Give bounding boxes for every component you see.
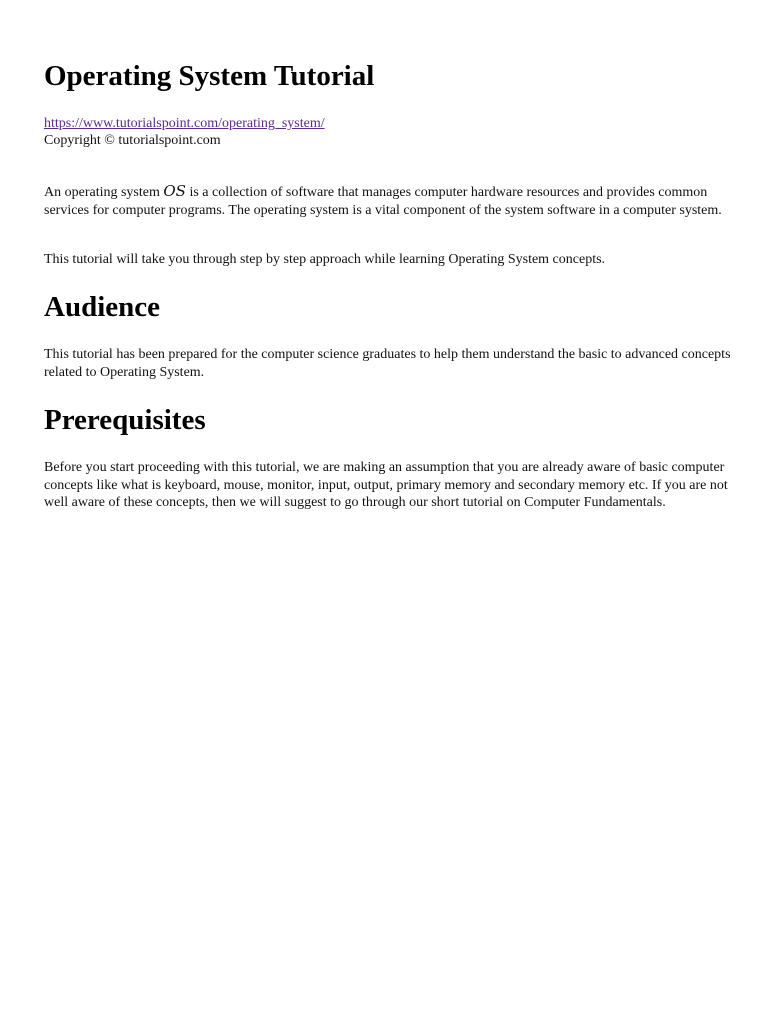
section-heading-audience: Audience <box>44 291 160 323</box>
intro-text-end: is a collection of software that manages computer hardware resources and provides common services for computer programs. The operating system is a vital component of the system software in a computer system. <box>44 185 722 218</box>
section-heading-prerequisites: Prerequisites <box>44 404 206 436</box>
section-text-audience: This tutorial has been prepared for the computer science graduates to help them understand the basic to advanced concepts related to Operating System. <box>44 347 731 380</box>
intro-text-start: An operating system <box>44 185 164 200</box>
page-title: Operating System Tutorial <box>44 60 375 92</box>
intro-paragraph <box>44 183 734 219</box>
math-os: OS <box>163 182 186 200</box>
source-link[interactable]: https://www.tutorialspoint.com/operating_system/ <box>44 116 325 131</box>
section-text-prerequisites: Before you start proceeding with this tutorial, we are making an assumption that you are already aware of basic computer concepts like what is keyboard, mouse, monitor, input, output, primary memory and secondary memory etc. If you are not well aware of these concepts, then we will suggest to go through our short tutorial on Computer Fundamentals. <box>44 460 728 511</box>
source-info <box>44 115 325 149</box>
intro-paragraph-second: This tutorial will take you through step by step approach while learning Operating System concepts. <box>44 252 606 267</box>
copyright-text: Copyright © tutorialspoint.com <box>44 133 221 148</box>
